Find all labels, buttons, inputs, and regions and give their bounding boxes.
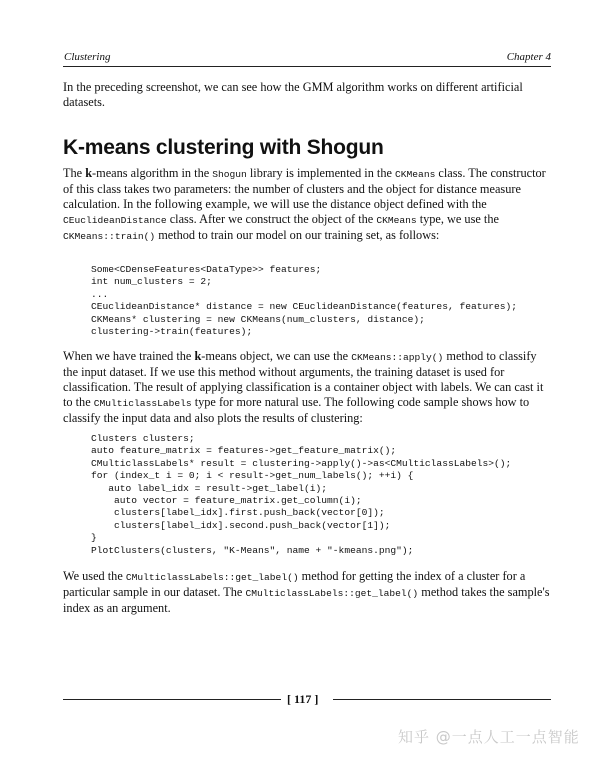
code-block-train: Some<CDenseFeatures<DataType>> features; int num_clusters = 2; ... CEuclideanDistance* distance = new CEuclideanDistance(features, features); CKMeans* clustering = new CKMeans(num_clusters, distance); clustering->train(features); [91,264,518,338]
watermark: 知乎 @一点人工一点智能 [398,728,580,746]
chapter-name: Clustering [64,51,111,63]
paragraph-apply: When we have trained the k-means object, we can use the CKMeans::apply() method to classify the input dataset. If we use this method without arguments, the training dataset is used for classification. The result of applying classification is a container object with labels. We can cast it to the CMulticlassLabels type for more natural use. The following code sample shows how to classify the input data and also plots the results of clustering: [63,349,544,425]
page-number: [ 117 ] [287,692,319,706]
paragraph-kmeans-intro: The k-means algorithm in the Shogun library is implemented in the CKMeans class. The constructor of this class takes two parameters: the number of clusters and the object for distance measure calculation. In the following example, we will use the distance object defined with the CEuclideanDistance class. After we construct the object of the CKMeans type, we use the CKMeans::train() method to train our model on our training set, as follows: [63,166,546,242]
code-block-classify: Clusters clusters; auto feature_matrix = features->get_feature_matrix(); CMulticlassLabels* result = clustering->apply()->as<CMulticlassLabels>(); for (index_t i = 0; i < result->get_num_labels(); ++i) { auto label_idx = result->get_label(i); auto vector = feature_matrix.get_column(i); clusters[label_idx].first.push_back(vector[0]); clusters[label_idx].second.push_back(vector[1]); } PlotClusters(clusters, "K-Means", name + "-kmeans.png"); [91,433,512,556]
intro-paragraph: In the preceding screenshot, we can see how the GMM algorithm works on different artificial datasets. [63,80,523,109]
paragraph-get-label: We used the CMulticlassLabels::get_label() method for getting the index of a cluster for a particular sample in our dataset. The CMulticlassLabels::get_label() method takes the sample's index as an argument. [63,569,550,615]
section-title: K-means clustering with Shogun [63,136,384,159]
chapter-number: Chapter 4 [506,51,551,63]
footer-rule-left [63,699,281,700]
running-header [63,50,551,67]
footer-rule-right [333,699,551,700]
